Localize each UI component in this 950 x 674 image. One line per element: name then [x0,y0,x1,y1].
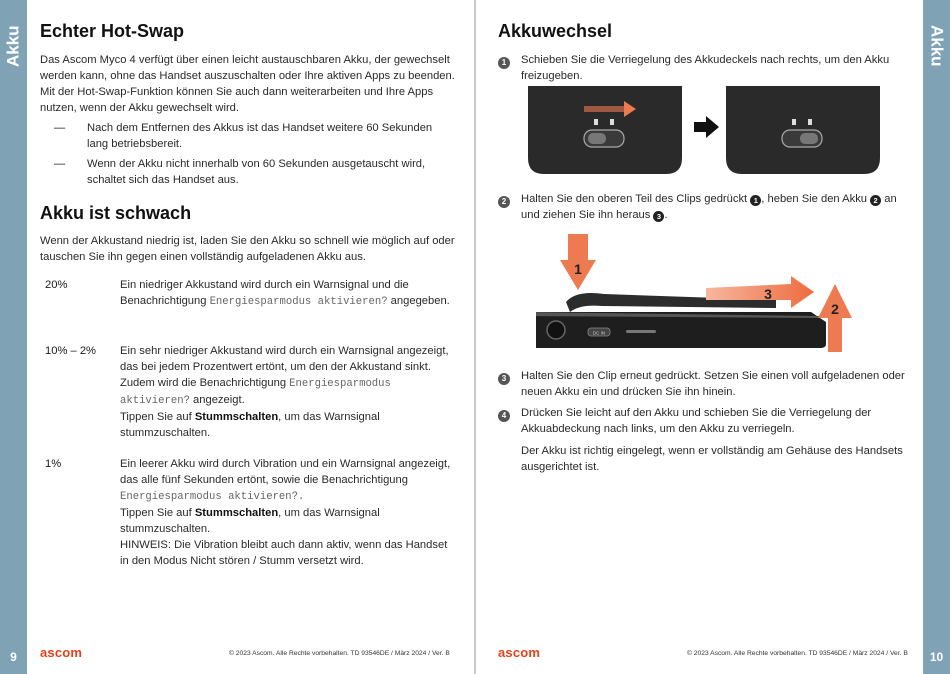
ascom-logo: ascom [40,645,83,660]
level-row-1: 1% Ein leerer Akku wird durch Vibration und ein Warnsignal angezeigt, das alle fünf Sekunden ertönt, sowie die Benachrichtigung Energiesparmodus aktivieren?. Tippen Sie auf Stummschalten, um das Warnsignal stummzuschalten. HINWEIS: Die Vibration bleibt auch dann aktiv, wenn das Handset in den Modus Nicht stören / Stumm versetzt wird. [45,458,451,567]
dash-item: — Nach dem Entfernen des Akkus ist das Handset weitere 60 Sekunden lang betriebsbereit. [54,122,433,150]
ascom-logo: ascom [498,645,541,660]
step-number-3: 3 [498,373,510,385]
arrow-2-shaft [828,316,842,352]
right-sidebar-label: Akku [927,25,947,67]
step-2: 2 Halten Sie den oberen Teil des Clips gedrückt 1 , heben Sie den Akku 2 an und ziehen Sie ihn heraus 3 . [498,191,908,223]
arrow-1-label: 1 [574,261,582,277]
step-1: 1 Schieben Sie die Verriegelung des Akkudeckels nach rechts, um den Akku freizugeben. [498,52,908,84]
latch-illustration [526,86,886,178]
level-row-10-2: 10% – 2% Ein sehr niedriger Akkustand wird durch ein Warnsignal angezeigt, das bei jedem Prozentwert ertönt, um den der Akkustand sinkt. Zudem wird die Benachrichtigung Energiesparmodus aktivieren? angezeigt. Tippen Sie auf Stummschalten, um das Warnsignal stummzuschalten. [45,345,449,439]
left-page [27,0,474,674]
final-note: Der Akku ist richtig eingelegt, wenn er vollständig am Gehäuse des Handsets ausgerichtet ist. [521,445,903,473]
step-number-4: 4 [498,410,510,422]
clip-removal-illustration [536,232,886,356]
right-sidebar [923,0,950,674]
level-row-20: 20% Ein niedriger Akkustand wird durch ein Warnsignal und die Benachrichtigung Energiesparmodus aktivieren? angegeben. [45,279,450,308]
hot-swap-intro: Das Ascom Myco 4 verfügt über einen leicht austauschbaren Akku, der gewechselt werden kann, ohne das Handset auszuschalten oder Ihre aktiven Apps zu beenden. Mit der Hot-Swap-Funktion können Sie auch dann weiterarbeiten und Ihre Apps nutzen, wenn der Akku gewechselt wird. [40,54,455,114]
left-page-number: 9 [10,650,17,664]
clip-knob [547,321,565,339]
step-3: 3 Halten Sie den Clip erneut gedrückt. Setzen Sie einen voll aufgeladenen oder neuen Akku ein und drücken Sie ihn hinein. [498,368,908,400]
step-number-1: 1 [498,57,510,69]
hot-swap-title: Echter Hot-Swap [40,21,185,41]
step-4: 4 Drücken Sie leicht auf den Akku und schieben Sie die Verriegelung der Akkuabdeckung nach links, um den Akku zu verriegeln. [498,405,908,437]
left-sidebar [0,0,27,674]
step-number-2: 2 [498,196,510,208]
slide-arrow-shaft [584,106,624,112]
arrow-1-shaft [568,234,588,260]
copyright: © 2023 Ascom. Alle Rechte vorbehalten. TD 93546DE / März 2024 / Ver. B [229,650,450,657]
right-page-number: 10 [929,650,944,664]
left-sidebar-label: Akku [3,25,23,67]
dc-in-label: DC IN [592,330,606,336]
dash-item: — Wenn der Akku nicht innerhalb von 60 Sekunden ausgetauscht wird, schaltet sich das Handset aus. [54,158,426,186]
weak-battery-intro: Wenn der Akkustand niedrig ist, laden Sie den Akku so schnell wie möglich auf oder tauschen Sie ihn gegen einen vollständig aufgeladenen Akku aus. [40,235,455,263]
speaker-slot [626,330,656,333]
weak-battery-title: Akku ist schwach [40,203,192,223]
transition-arrow [694,116,719,138]
copyright: © 2023 Ascom. Alle Rechte vorbehalten. TD 93546DE / März 2024 / Ver. B [687,650,908,657]
battery-change-title: Akkuwechsel [498,21,613,41]
right-page [476,0,923,674]
arrow-3-label: 3 [764,286,772,302]
arrow-2-label: 2 [831,301,839,317]
